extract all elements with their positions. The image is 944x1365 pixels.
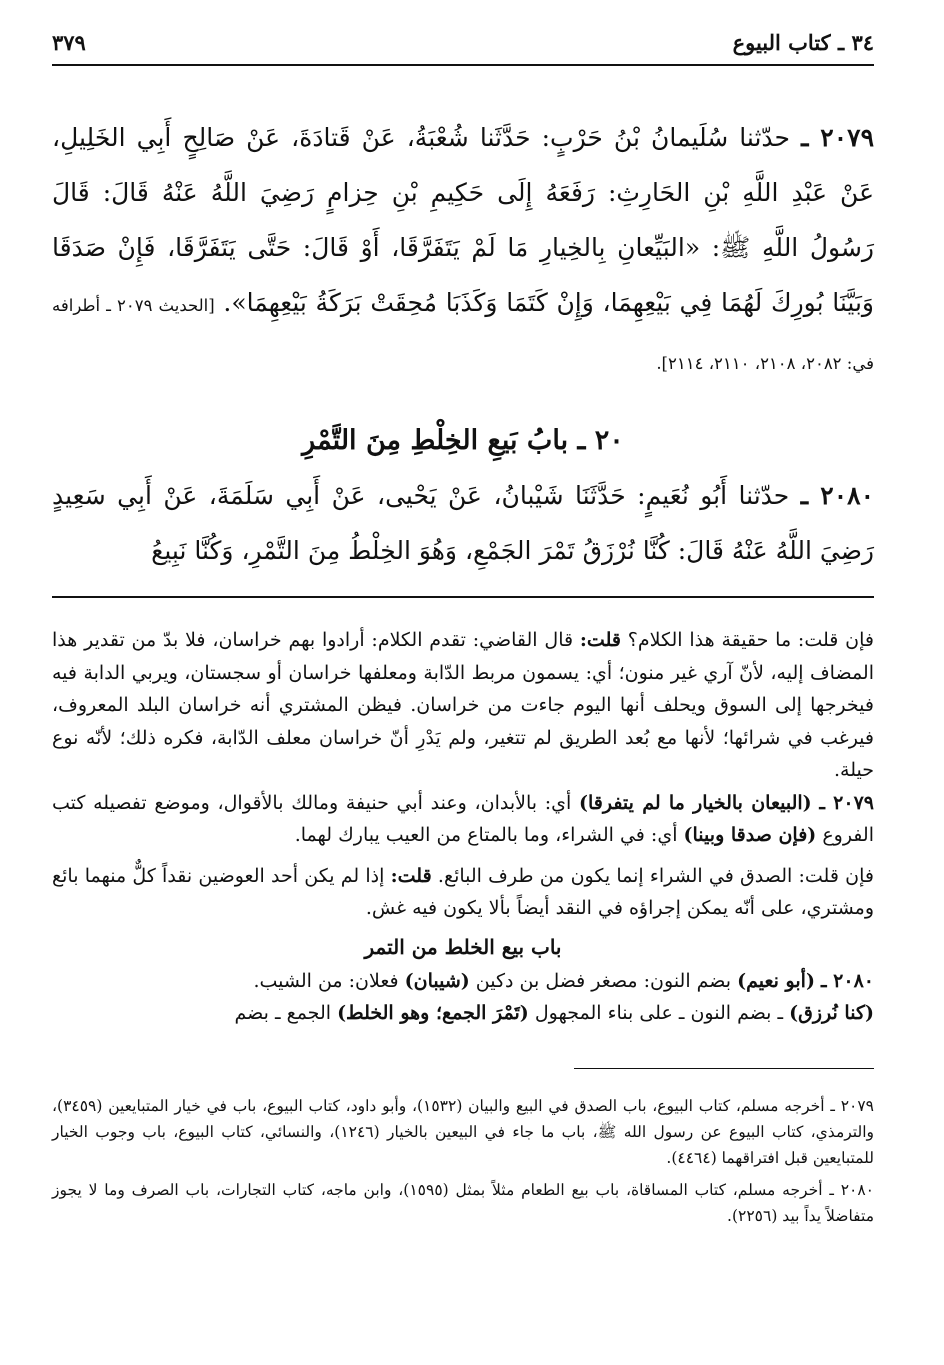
- chapter-title: ٣٤ ـ كتاب البيوع: [732, 30, 874, 55]
- commentary-text: فعلان: من الشيب.: [253, 969, 399, 992]
- commentary-text: أي: في الشراء، وما بالمتاع من العيب يبارك لهما.: [294, 824, 678, 846]
- commentary-quote: (البيعان بالخيار ما لم يتفرقا): [578, 791, 812, 814]
- hadith-cross-reference: [الحديث ٢٠٧٩ ـ أطرافه في: ٢٠٨٢، ٢١٠٨، ٢١١٠، ٢١١٤].: [52, 296, 874, 373]
- hadith-text: حدّثنا سُلَيمانُ بْنُ حَرْبٍ: حَدَّثَنا شُعْبَةُ، عَنْ قَتادَةَ، عَنْ صَالِحٍ أَبِي الخَلِيلِ، عَنْ عَبْدِ اللَّهِ بْنِ الحَارِثِ: رَفَعَهُ إِلَى حَكِيمِ بْنِ حِزامٍ رَضِيَ اللَّهُ عَنْهُ قَالَ: قَالَ رَسُولُ اللَّهِ ﷺ: «البَيِّعانِ بِالخِيارِ مَا لَمْ يَتَفَرَّقَا، أَوْ قَالَ: حَتَّى يَتَفَرَّقَا، فَإِنْ صَدَقَا وَبَيَّنَا بُورِكَ لَهُمَا فِي بَيْعِهِمَا، وَإِنْ كَتَمَا وَكَذَبَا مُحِقَتْ بَرَكَةُ بَيْعِهِمَا».: [52, 123, 874, 317]
- commentary-text: فإن قلت: ما حقيقة هذا الكلام؟: [627, 629, 875, 651]
- hadith-2080: [52, 468, 874, 578]
- commentary-keyword: قلت:: [579, 629, 621, 651]
- footnote-2080: ٢٠٨٠ ـ أخرجه مسلم، كتاب المساقاة، باب بيع الطعام مثلاً بمثل (١٥٩٥)، وابن ماجه، كتاب التجارات، باب الصرف وما لا يجوز متفاضلاً يداً بيد (٢٢٥٦).: [52, 1180, 874, 1225]
- page-number: ٣٧٩: [52, 30, 86, 55]
- commentary-text: قال القاضي: تقدم الكلام: أرادوا بهم خراسان، فلا بدّ من تقدير هذا المضاف إليه، لأنّ آري غير منون؛ أي: يسمون مربط الدّابة ومعلفها خراسان أو سجستان، ويربي الدابة فيه فيخرجها إلى السوق ويحلف أنها اليوم جاءت من خراسان. فيظن المشتري أنه خراسان البلد المعروف، فيرغب في شرائها؛ لأنها مع بُعد الطريق لم تتغير، ولم يَدْرِ أنّ خراسان معلف الدّابة، فكره ذلك؛ لأنّه نوع حيلة.: [52, 629, 874, 781]
- commentary-text: الجمع ـ بضم: [234, 1002, 332, 1024]
- footnote-2079: ٢٠٧٩ ـ أخرجه مسلم، كتاب البيوع، باب الصدق في البيع والبيان (١٥٣٢)، وأبو داود، كتاب البيوع، باب في خيار المتبايعين (٣٤٥٩)، والترمذي، كتاب البيوع عن رسول الله ﷺ، باب ما جاء في البيعين بالخيار (١٢٤٦)، والنسائي، كتاب البيوع، باب وجوب الخيار للمتبايعين قبل افتراقهما (٤٤٦٤).: [52, 1096, 874, 1167]
- chapter-heading: ٢٠ ـ بابُ بَيعِ الخِلْطِ مِنَ التَّمْرِ: [302, 425, 624, 456]
- commentary-paragraph: [52, 624, 874, 787]
- commentary-number: ٢٠٧٩ ـ: [819, 791, 874, 814]
- commentary-subtitle: باب بيع الخلط من التمر: [364, 934, 562, 959]
- commentary-quote: (فإن صدقا وبينا): [683, 824, 817, 846]
- page-header: [52, 28, 874, 66]
- commentary-quote: (تَمْرَ الجمع؛ وهو الخلط): [337, 1002, 529, 1024]
- commentary-divider: [52, 596, 874, 598]
- book-page: [52, 28, 874, 1229]
- commentary-keyword: قلت:: [390, 864, 432, 887]
- commentary-quote: (أبو نعيم): [737, 969, 815, 992]
- commentary-text: إذا لم يكن أحد العوضين نقداً كلٌّ منهما بائع ومشتري، على أنّه يمكن إجراؤه في النقد أيضاً بألا يكون فيه غش.: [52, 864, 874, 919]
- hadith-2079: [52, 110, 874, 391]
- commentary-paragraph: [52, 860, 874, 925]
- commentary-text: أي: بالأبدان، وعند أبي حنيفة ومالك بالأقوال، وموضع تفصيله كتب الفروع: [52, 791, 874, 846]
- commentary-paragraph: [52, 997, 874, 1030]
- commentary-number: ٢٠٨٠ ـ: [820, 969, 874, 992]
- commentary-text: فإن قلت: الصدق في الشراء إنما يكون من طرف البائع.: [437, 864, 874, 887]
- footnote-divider: [574, 1068, 874, 1069]
- commentary-paragraph: [52, 787, 874, 852]
- commentary-quote: (كنا نُرزق): [789, 1002, 874, 1024]
- hadith-number: ٢٠٧٩ ـ: [801, 123, 874, 152]
- commentary-paragraph: [52, 965, 874, 998]
- hadith-text: حدّثنا أَبُو نُعَيمٍ: حَدَّثَنَا شَيْبانُ، عَنْ يَحْيى، عَنْ أَبِي سَلَمَةَ، عَنْ أَبِي سَعِيدٍ رَضِيَ اللَّهُ عَنْهُ قَالَ: كُنَّا نُرْزَقُ تَمْرَ الجَمْعِ، وَهُوَ الخِلْطُ مِنَ التَّمْرِ، وَكُنَّا نَبِيعُ: [52, 481, 874, 565]
- commentary-text: بضم النون: مصغر فضل بن دكين: [475, 969, 732, 992]
- commentary-text: ـ بضم النون ـ على بناء المجهول: [534, 1002, 784, 1024]
- commentary-quote: (شيبان): [404, 969, 470, 992]
- hadith-number: ٢٠٨٠ ـ: [800, 481, 875, 510]
